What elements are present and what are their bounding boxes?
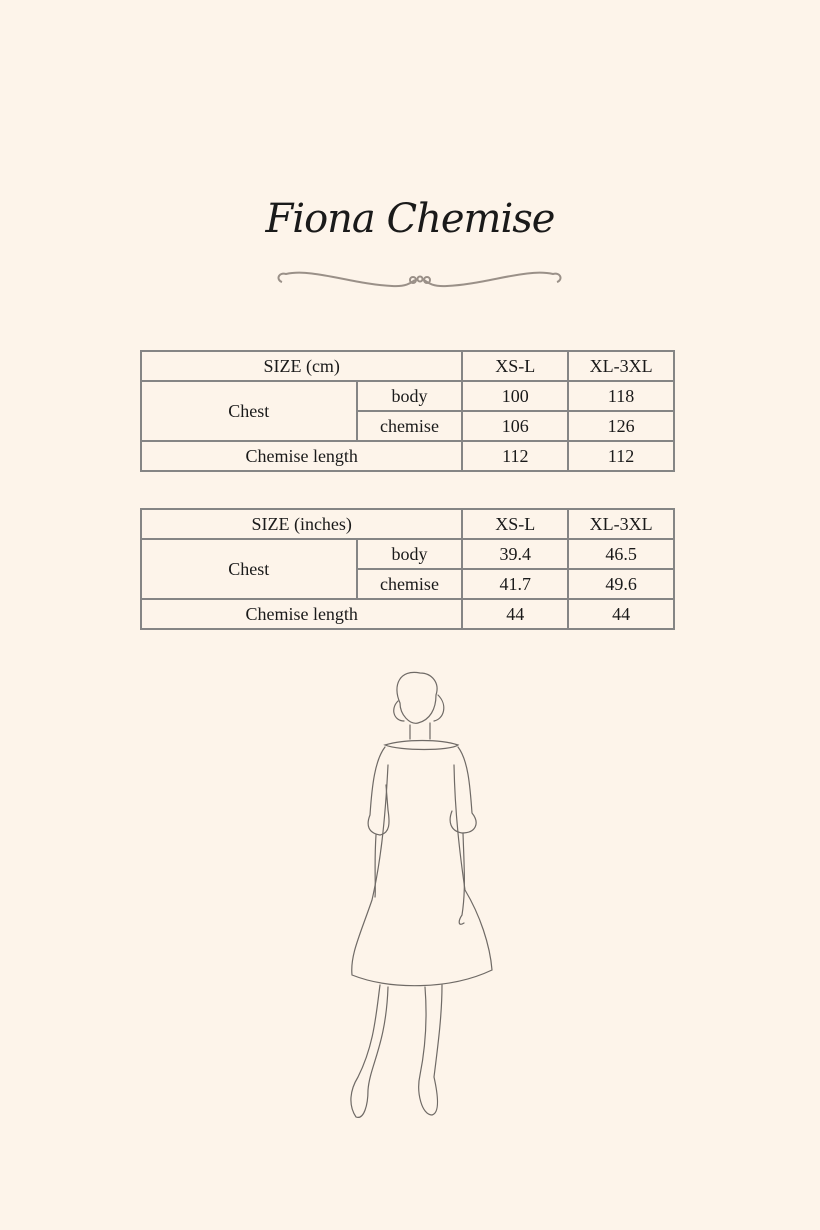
table-row — [141, 539, 674, 569]
cell: 44 — [462, 599, 568, 629]
size-table-inches — [140, 508, 675, 630]
header-cell: SIZE (inches) — [141, 509, 462, 539]
row-label: chemise — [357, 411, 463, 441]
row-label: body — [357, 381, 463, 411]
header-cell: SIZE (cm) — [141, 351, 462, 381]
header-cell: XL-3XL — [568, 509, 674, 539]
row-label: body — [357, 539, 463, 569]
table-header-row — [141, 351, 674, 381]
chemise-sketch-illustration — [330, 665, 500, 1125]
table-header-row — [141, 509, 674, 539]
table-row — [141, 599, 674, 629]
cell: 112 — [462, 441, 568, 471]
size-table-cm — [140, 350, 675, 472]
cell: 39.4 — [462, 539, 568, 569]
table-row — [141, 441, 674, 471]
chest-label: Chest — [141, 539, 357, 599]
cell: 126 — [568, 411, 674, 441]
cell: 44 — [568, 599, 674, 629]
table-row — [141, 381, 674, 411]
cell: 46.5 — [568, 539, 674, 569]
row-label: Chemise length — [141, 599, 462, 629]
row-label: chemise — [357, 569, 463, 599]
row-label: Chemise length — [141, 441, 462, 471]
cell: 112 — [568, 441, 674, 471]
page-title: Fiona Chemise — [265, 196, 555, 242]
cell: 100 — [462, 381, 568, 411]
cell: 41.7 — [462, 569, 568, 599]
cell: 106 — [462, 411, 568, 441]
header-cell: XS-L — [462, 351, 568, 381]
header-cell: XL-3XL — [568, 351, 674, 381]
flourish-divider — [272, 266, 567, 296]
cell: 49.6 — [568, 569, 674, 599]
chest-label: Chest — [141, 381, 357, 441]
cell: 118 — [568, 381, 674, 411]
header-cell: XS-L — [462, 509, 568, 539]
